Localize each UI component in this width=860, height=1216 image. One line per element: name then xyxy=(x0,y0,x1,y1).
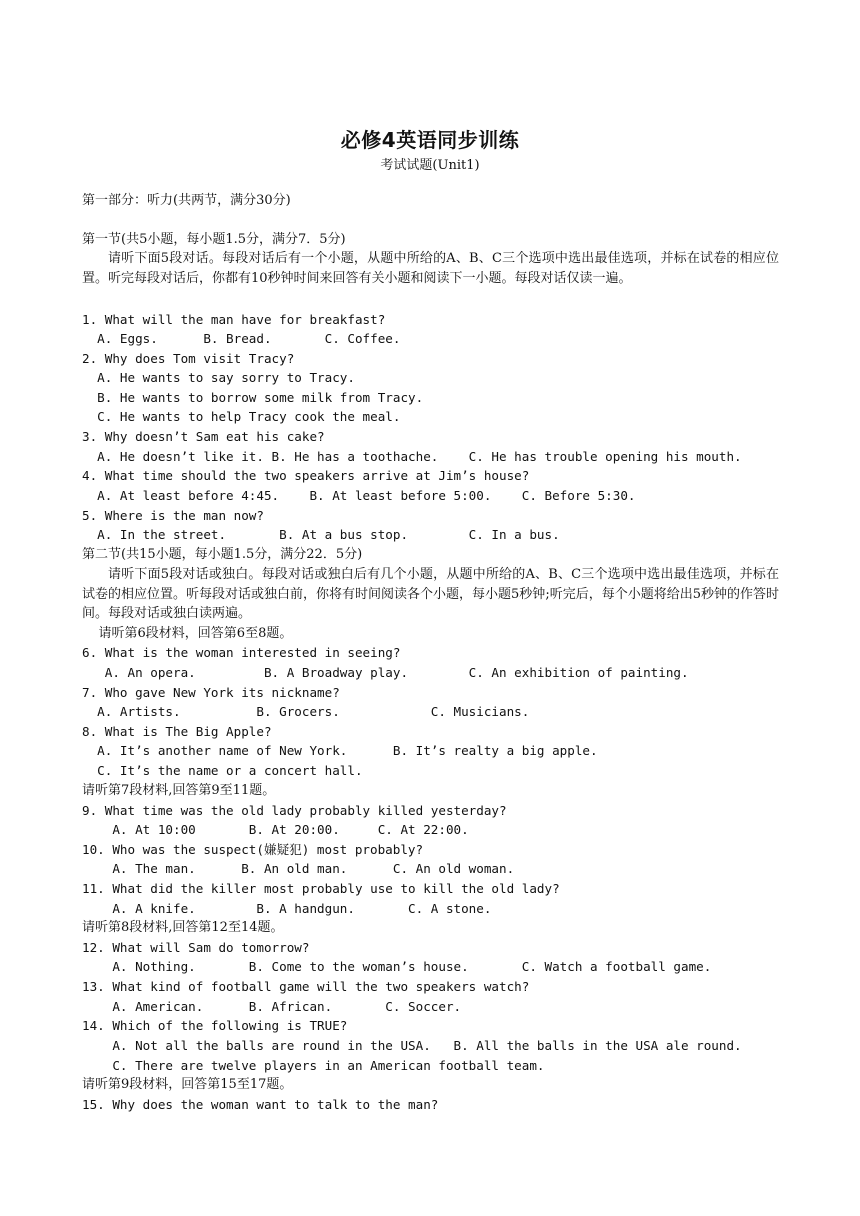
question-3-options: A. He doesn’t like it. B. He has a toothache. C. He has trouble opening his mouth. xyxy=(82,449,742,464)
question-13-options: A. American. B. African. C. Soccer. xyxy=(82,999,462,1014)
question-10: 10. Who was the suspect(嫌疑犯) most probably? xyxy=(82,842,424,857)
material-8-note: 请听第8段材料,回答第12至14题。 xyxy=(82,920,284,935)
question-10-options: A. The man. B. An old man. C. An old woman. xyxy=(82,861,515,876)
question-11: 11. What did the killer most probably use to kill the old lady? xyxy=(82,881,560,896)
question-5-options: A. In the street. B. At a bus stop. C. In a bus. xyxy=(82,527,560,542)
section2-instructions: 请听下面5段对话或独白。每段对话或独白后有几个小题，从题中所给的A、B、C三个选项中选出最佳选项，并标在试卷的相应位置。听每段对话或独白前，你将有时间阅读各个小题，每小题5秒钟;听完后，每个小题将给出5秒钟的作答时间。每段对话或独白读两遍。 xyxy=(82,567,779,622)
question-5: 5. Where is the man now? xyxy=(82,508,264,523)
material-6-note: 请听第6段材料，回答第6至8题。 xyxy=(82,626,293,641)
material-7-note: 请听第7段材料,回答第9至11题。 xyxy=(82,783,276,798)
question-6: 6. What is the woman interested in seeing? xyxy=(82,645,401,660)
section1-heading: 第一节(共5小题，每小题1.5分，满分7．5分) xyxy=(82,232,346,247)
question-8: 8. What is The Big Apple? xyxy=(82,724,272,739)
section1-instructions: 请听下面5段对话。每段对话后有一个小题，从题中所给的A、B、C三个选项中选出最佳选项，并标在试卷的相应位置。听完每段对话后，你都有10秒钟时间来回答有关小题和阅读下一小题。每段对话仅读一遍。 xyxy=(82,251,779,286)
question-4: 4. What time should the two speakers arrive at Jim’s house? xyxy=(82,468,530,483)
question-7-options: A. Artists. B. Grocers. C. Musicians. xyxy=(82,704,530,719)
question-8-option-c: C. It’s the name or a concert hall. xyxy=(82,763,363,778)
page-subtitle: 考试试题(Unit1) xyxy=(380,158,480,173)
question-9: 9. What time was the old lady probably killed yesterday? xyxy=(82,803,507,818)
question-2-option-c: C. He wants to help Tracy cook the meal. xyxy=(82,409,401,424)
question-14-options-ab: A. Not all the balls are round in the USA. B. All the balls in the USA ale round. xyxy=(82,1038,742,1053)
question-11-options: A. A knife. B. A handgun. C. A stone. xyxy=(82,901,492,916)
question-3: 3. Why doesn’t Sam eat his cake? xyxy=(82,429,325,444)
question-7: 7. Who gave New York its nickname? xyxy=(82,685,340,700)
material-9-note: 请听第9段材料，回答第15至17题。 xyxy=(82,1077,293,1092)
question-1-options: A. Eggs. B. Bread. C. Coffee. xyxy=(82,331,401,346)
question-13: 13. What kind of football game will the two speakers watch? xyxy=(82,979,530,994)
question-2: 2. Why does Tom visit Tracy? xyxy=(82,351,295,366)
question-4-options: A. At least before 4:45. B. At least before 5:00. C. Before 5:30. xyxy=(82,488,636,503)
question-2-option-b: B. He wants to borrow some milk from Tracy. xyxy=(82,390,424,405)
question-6-options: A. An opera. B. A Broadway play. C. An exhibition of painting. xyxy=(82,665,689,680)
question-9-options: A. At 10:00 B. At 20:00. C. At 22:00. xyxy=(82,822,469,837)
part1-heading: 第一部分：听力(共两节，满分30分) xyxy=(82,193,291,208)
section2-heading: 第二节(共15小题，每小题1.5分，满分22．5分) xyxy=(82,547,363,562)
question-14-option-c: C. There are twelve players in an American football team. xyxy=(82,1058,545,1073)
question-2-option-a: A. He wants to say sorry to Tracy. xyxy=(82,370,355,385)
question-1: 1. What will the man have for breakfast? xyxy=(82,312,386,327)
page-title: 必修4英语同步训练 xyxy=(340,128,520,152)
question-15: 15. Why does the woman want to talk to the man? xyxy=(82,1097,439,1112)
question-12-options: A. Nothing. B. Come to the woman’s house. C. Watch a football game. xyxy=(82,959,712,974)
question-14: 14. Which of the following is TRUE? xyxy=(82,1018,348,1033)
question-8-options-ab: A. It’s another name of New York. B. It’s realty a big apple. xyxy=(82,743,598,758)
question-12: 12. What will Sam do tomorrow? xyxy=(82,940,310,955)
